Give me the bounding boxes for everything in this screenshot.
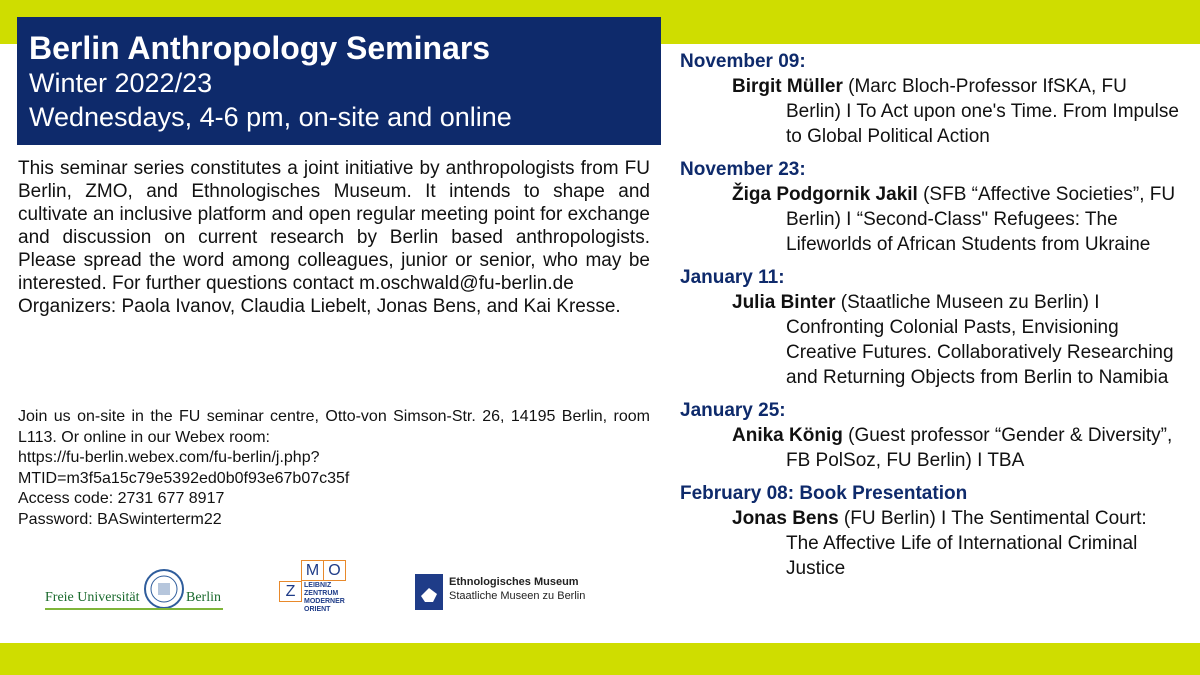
event-speaker: Birgit Müller <box>732 76 843 97</box>
webex-url-line1[interactable]: https://fu-berlin.webex.com/fu-berlin/j.php? <box>18 449 320 466</box>
event-speaker: Anika König <box>732 425 843 446</box>
zmo-sub-1: LEIBNIZ <box>304 582 332 589</box>
intro-paragraph: This seminar series constitutes a joint initiative by anthropologists from FU Berlin, ZMO, and Ethnologisches Museum. It intends to shape and cultivate an inclusive platform and open regular meeting point for exchange and discussion on current research by Berlin based anthropologists. Please spread the word among colleagues, junior or senior, who may be interested. For further questions contact m.oschwald@fu-berlin.de <box>18 158 650 294</box>
event-description <box>680 290 1190 390</box>
zmo-letter-o: O <box>323 560 346 581</box>
fu-seal-icon <box>143 568 185 610</box>
event-item <box>680 50 1190 149</box>
page-title: Berlin Anthropology Seminars <box>29 30 491 66</box>
event-date: February 08: Book Presentation <box>680 483 968 504</box>
zmo-sub-4: ORIENT <box>304 606 331 613</box>
intro-section <box>18 157 650 318</box>
event-item <box>680 482 1190 581</box>
event-schedule <box>680 50 1190 590</box>
fu-berlin-logo <box>45 568 225 614</box>
event-speaker: Žiga Podgornik Jakil <box>732 184 918 205</box>
event-description <box>680 182 1190 257</box>
zmo-logo <box>278 560 358 620</box>
event-details: (Marc Bloch-Professor IfSKA, FU Berlin) I To Act upon one's Time. From Impulse to Global Political Action <box>786 76 1179 147</box>
zmo-sub-2: ZENTRUM <box>304 590 339 597</box>
fu-logo-name: Freie Universität <box>45 590 140 605</box>
access-code: Access code: 2731 677 8917 <box>18 490 225 507</box>
event-date: January 11: <box>680 267 785 288</box>
webex-url-line2[interactable]: MTID=m3f5a15c79e5392ed0b0f93e67b07c35f <box>18 469 350 487</box>
join-info <box>18 407 650 530</box>
event-speaker: Julia Binter <box>732 292 836 313</box>
event-date: November 23: <box>680 159 806 180</box>
zmo-subtitle <box>304 582 345 614</box>
bottom-accent-band <box>0 643 1200 675</box>
event-item <box>680 266 1190 390</box>
ethnologisches-museum-logo <box>415 574 615 614</box>
event-description <box>680 74 1190 149</box>
title-box <box>17 17 661 145</box>
event-item <box>680 399 1190 473</box>
join-text: Join us on-site in the FU seminar centre, Otto-von Simson-Str. 26, 14195 Berlin, room L113. Or online in our Webex room: <box>18 408 650 446</box>
event-description <box>680 423 1190 473</box>
museum-sub: Staatliche Museen zu Berlin <box>449 590 586 602</box>
term-subtitle: Winter 2022/23 <box>29 68 213 98</box>
event-speaker: Jonas Bens <box>732 508 839 529</box>
event-date: January 25: <box>680 400 786 421</box>
organizers-line: Organizers: Paola Ivanov, Claudia Liebelt, Jonas Bens, and Kai Kresse. <box>18 296 621 317</box>
event-details: (Staatliche Museen zu Berlin) I Confronting Colonial Pasts, Envisioning Creative Futures. Collaboratively Researching and Returning Objects from Berlin to Namibia <box>786 292 1174 388</box>
password: Password: BASwinterterm22 <box>18 510 222 528</box>
event-details: (SFB “Affective Societies”, FU Berlin) I “Second-Class" Refugees: The Lifeworlds of African Students from Ukraine <box>786 184 1176 255</box>
event-description <box>680 506 1190 581</box>
zmo-letter-m: M <box>301 560 324 581</box>
event-item <box>680 158 1190 257</box>
logos-row <box>0 560 660 620</box>
event-date: November 09: <box>680 51 806 72</box>
museum-name: Ethnologisches Museum <box>449 576 579 588</box>
zmo-sub-3: MODERNER <box>304 598 345 605</box>
schedule-subtitle: Wednesdays, 4-6 pm, on-site and online <box>29 102 512 132</box>
zmo-letter-z: Z <box>279 581 302 602</box>
museum-eagle-icon <box>415 574 443 610</box>
fu-logo-berlin: Berlin <box>186 590 221 605</box>
event-details: (Guest professor “Gender & Diversity”, FB PolSoz, FU Berlin) I TBA <box>786 425 1173 471</box>
fu-logo-underline <box>45 608 223 610</box>
event-details: (FU Berlin) I The Sentimental Court: The Affective Life of International Criminal Justice <box>786 508 1147 579</box>
